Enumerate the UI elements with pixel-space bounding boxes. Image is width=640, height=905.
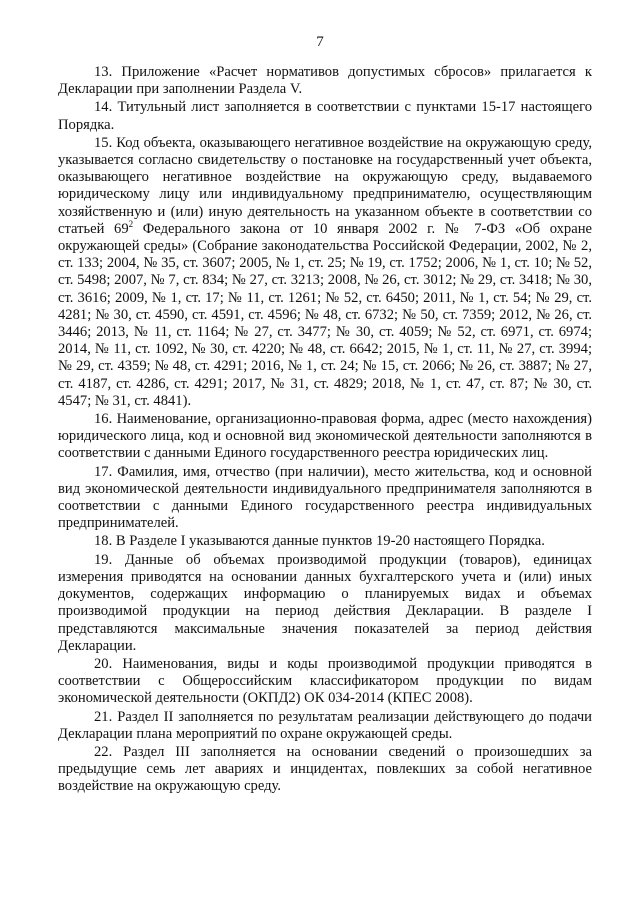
paragraph-13: 13. Приложение «Расчет нормативов допустимых сбросов» прилагается к Декларации при заполнении Раздела V. [58,64,592,98]
paragraph-15 [58,135,592,410]
paragraph-17: 17. Фамилия, имя, отчество (при наличии), место жительства, код и основной вид экономической деятельности индивидуального предпринимателя заполняются в соответствии с данными Единого государственного реестра индивидуальных предпринимателей. [58,463,592,532]
paragraph-19: 19. Данные об объемах производимой продукции (товаров), единицах измерения приводятся на основании данных бухгалтерского учета и (или) иных документов, содержащих информацию о планируемых видах и объемах производимой продукции на период действия Декларации. В разделе I представляются максимальные значения показателей за период действия Декларации. [58,551,592,654]
article-superscript: 2 [128,218,134,229]
paragraph-15-text-start: 15. Код объекта, оказывающего негативное воздействие на окружающую среду, указывается согласно свидетельству о постановке на государственный учет объекта, оказывающего негативное воздействие на окружающую среду, выдаваемого юридическому лицу или индивидуальному предпринимателю, осуществляющим хозяйственную и (или) иную деятельность на указанном объекте в соответствии со статьей 69 [58,134,592,237]
paragraph-15-text-end: Федерального закона от 10 января 2002 г. № 7-ФЗ «Об охране окружающей среды» (Собрание законодательства Российской Федерации, 2002, № 2, ст. 133; 2004, № 35, ст. 3607; 2005, № 1, ст. 25; № 19, ст. 1752; 2006, № 1, ст. 10; № 52, ст. 5498; 2007, № 7, ст. 834; № 27, ст. 3213; 2008, № 26, ст. 3012; № 29, ст. 3418; № 30, ст. 3616; 2009, № 1, ст. 17; № 11, ст. 1261; № 52, ст. 6450; 2011, № 1, ст. 54; № 29, ст. 4281; № 30, ст. 4590, ст. 4591, ст. 4596; № 48, ст. 6732; № 50, ст. 7359; 2012, № 26, ст. 3446; 2013, № 11, ст. 1164; № 27, ст. 3477; № 30, ст. 4059; № 52, ст. 6971, ст. 6974; 2014, № 11, ст. 1092, № 30, ст. 4220; № 48, ст. 6642; 2015, № 1, ст. 11, № 27, ст. 3994; № 29, ст. 4359; № 48, ст. 4291; 2016, № 1, ст. 24; № 15, ст. 2066; № 26, ст. 3887; № 27, ст. 4187, ст. 4286, ст. 4291; 2017, № 31, ст. 4829; 2018, № 1, ст. 47, ст. 87; № 30, ст. 4547; № 31, ст. 4841). [58,220,592,409]
paragraph-18: 18. В Разделе I указываются данные пунктов 19-20 настоящего Порядка. [94,533,545,550]
paragraph-22: 22. Раздел III заполняется на основании сведений о произошедших за предыдущие семь лет авариях и инцидентах, повлекших за собой негативное воздействие на окружающую среду. [58,743,592,795]
page-number: 7 [316,34,324,50]
paragraph-21: 21. Раздел II заполняется по результатам реализации действующего до подачи Декларации плана мероприятий по охране окружающей среды. [58,708,592,742]
paragraph-14: 14. Титульный лист заполняется в соответствии с пунктами 15-17 настоящего Порядка. [58,99,592,133]
document-body [58,64,592,797]
paragraph-20: 20. Наименования, виды и коды производимой продукции приводятся в соответствии с Общероссийским классификатором продукции по видам экономической деятельности (ОКПД2) ОК 034-2014 (КПЕС 2008). [58,655,592,707]
paragraph-16: 16. Наименование, организационно-правовая форма, адрес (место нахождения) юридического лица, код и основной вид экономической деятельности заполняются в соответствии с данными Единого государственного реестра юридических лиц. [58,411,592,462]
